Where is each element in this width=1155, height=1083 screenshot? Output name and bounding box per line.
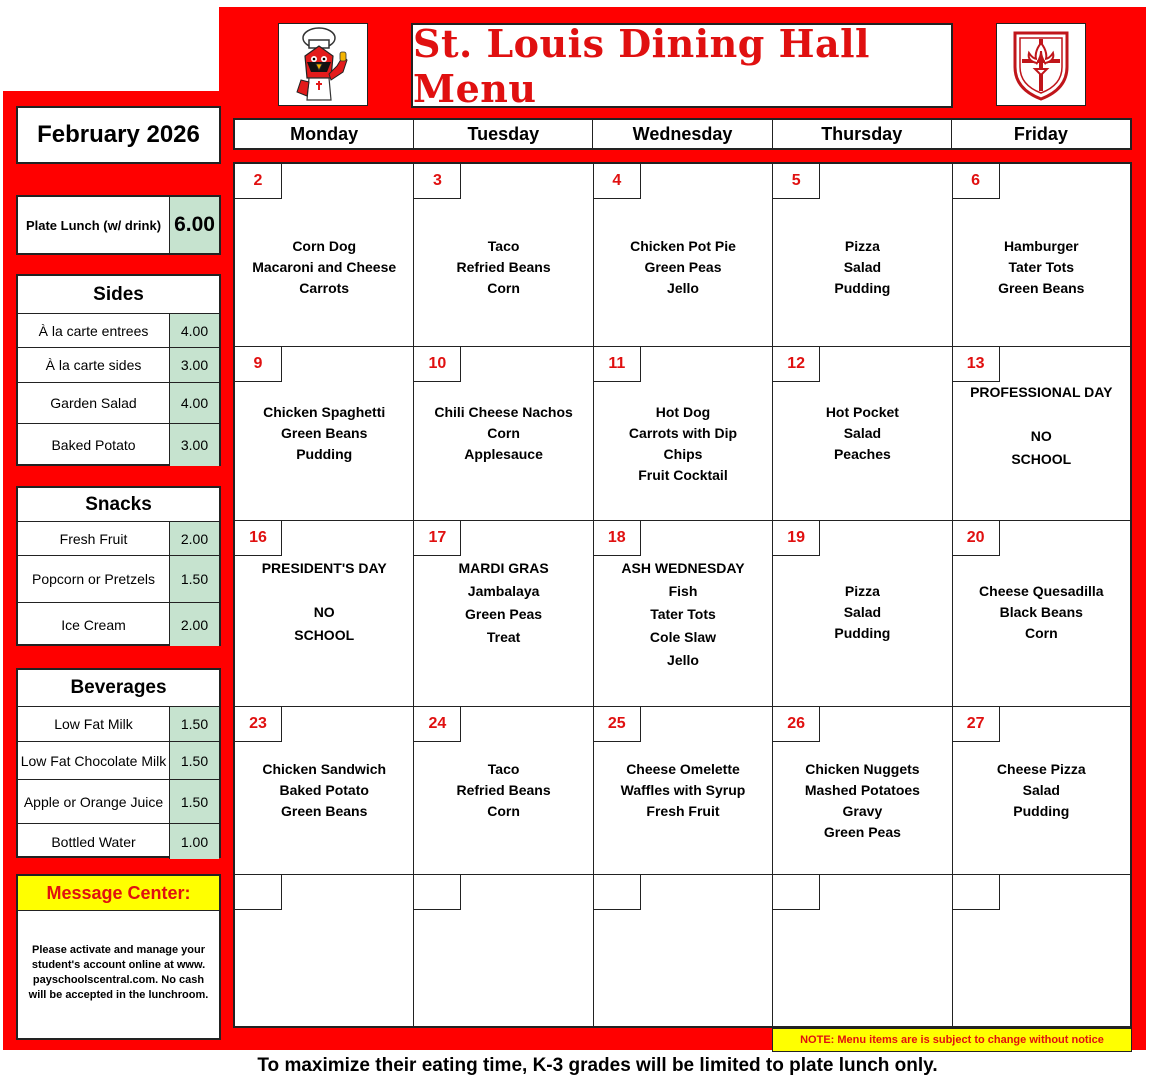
menu-line: Salad bbox=[1022, 782, 1060, 798]
beverages-item-price: 1.50 bbox=[170, 780, 219, 823]
menu-line: Peaches bbox=[833, 446, 891, 462]
calendar-day-cell bbox=[235, 164, 414, 347]
menu-line: Chicken Spaghetti bbox=[263, 404, 386, 420]
menu-items bbox=[773, 581, 951, 644]
menu-line: Fish bbox=[668, 583, 698, 599]
menu-items bbox=[953, 236, 1130, 299]
menu-line: Chicken Pot Pie bbox=[630, 238, 736, 254]
menu-line: Carrots with Dip bbox=[628, 425, 738, 441]
calendar-day-cell bbox=[953, 164, 1130, 347]
menu-items bbox=[414, 236, 592, 299]
snacks-row bbox=[18, 603, 219, 646]
calendar-day-cell bbox=[773, 347, 952, 521]
day-number bbox=[235, 875, 282, 910]
menu-line: SCHOOL bbox=[1011, 451, 1072, 467]
day-number: 17 bbox=[414, 521, 461, 556]
sides-item-price: 3.00 bbox=[170, 348, 219, 382]
menu-line: Fresh Fruit bbox=[646, 803, 720, 819]
sides-item-name: À la carte entrees bbox=[18, 314, 170, 347]
weekday-header-wednesday: Wednesday bbox=[593, 120, 772, 148]
menu-line: Jambalaya bbox=[467, 583, 540, 599]
menu-line: Corn bbox=[1024, 625, 1058, 641]
snacks-row bbox=[18, 522, 219, 556]
menu-items bbox=[414, 759, 592, 822]
day-number: 19 bbox=[773, 521, 820, 556]
calendar-day-cell bbox=[594, 875, 773, 1028]
calendar-day-cell bbox=[773, 707, 952, 875]
menu-items bbox=[414, 557, 592, 649]
menu-line: Carrots bbox=[299, 280, 350, 296]
day-number bbox=[414, 875, 461, 910]
day-number: 2 bbox=[235, 164, 282, 199]
sides-item-price: 3.00 bbox=[170, 424, 219, 466]
title-box bbox=[411, 20, 953, 111]
snacks-heading: Snacks bbox=[18, 488, 219, 522]
weekday-header-thursday: Thursday bbox=[773, 120, 952, 148]
day-number: 11 bbox=[594, 347, 641, 382]
calendar-day-cell bbox=[953, 347, 1130, 521]
menu-items bbox=[594, 402, 772, 486]
day-number: 5 bbox=[773, 164, 820, 199]
menu-items bbox=[235, 557, 413, 647]
calendar-day-cell bbox=[594, 707, 773, 875]
menu-items bbox=[235, 402, 413, 465]
day-number bbox=[594, 875, 641, 910]
menu-line: Green Beans bbox=[281, 803, 368, 819]
snacks-item-price: 2.00 bbox=[170, 603, 219, 646]
menu-line: PROFESSIONAL DAY bbox=[970, 384, 1113, 400]
menu-items bbox=[414, 402, 592, 465]
sides-item-name: Baked Potato bbox=[18, 424, 170, 466]
calendar-day-cell bbox=[235, 707, 414, 875]
menu-line: Black Beans bbox=[999, 604, 1083, 620]
menu-items bbox=[773, 236, 951, 299]
message-center-text: Please activate and manage your student's account online at www. payschoolscentral.com. No cash will be accepted in the lunchroom. bbox=[28, 944, 209, 1001]
day-number: 6 bbox=[953, 164, 1000, 199]
day-number: 4 bbox=[594, 164, 641, 199]
snacks-row bbox=[18, 556, 219, 603]
month-label: February 2026 bbox=[16, 106, 221, 164]
snacks-item-price: 2.00 bbox=[170, 522, 219, 555]
menu-line: Cole Slaw bbox=[649, 629, 717, 645]
sides-row bbox=[18, 314, 219, 348]
calendar-day-cell bbox=[594, 347, 773, 521]
menu-line: Pudding bbox=[1013, 803, 1070, 819]
change-notice: NOTE: Menu items are is subject to change without notice bbox=[772, 1028, 1132, 1052]
calendar-day-cell bbox=[414, 875, 593, 1028]
menu-line: Green Peas bbox=[644, 259, 722, 275]
day-number: 24 bbox=[414, 707, 461, 742]
snacks-table bbox=[16, 486, 221, 646]
beverages-row bbox=[18, 824, 219, 859]
day-number bbox=[773, 875, 820, 910]
snacks-item-name: Ice Cream bbox=[18, 603, 170, 646]
calendar-day-cell bbox=[414, 164, 593, 347]
calendar-day-cell bbox=[773, 875, 952, 1028]
menu-line: Chili Cheese Nachos bbox=[434, 404, 573, 420]
calendar-day-cell bbox=[414, 521, 593, 707]
menu-line: Chips bbox=[663, 446, 703, 462]
menu-line: Pudding bbox=[296, 446, 353, 462]
sides-heading: Sides bbox=[18, 276, 219, 314]
sides-table bbox=[16, 274, 221, 466]
cardinal-chef-mascot-icon bbox=[278, 23, 368, 106]
plate-lunch-price: 6.00 bbox=[170, 197, 219, 253]
menu-line: Treat bbox=[486, 629, 521, 645]
menu-items bbox=[235, 236, 413, 299]
menu-line: Taco bbox=[487, 761, 520, 777]
plate-lunch-label: Plate Lunch (w/ drink) bbox=[18, 197, 170, 253]
plate-lunch-box bbox=[16, 195, 221, 255]
weekday-header-row bbox=[233, 118, 1132, 150]
calendar-day-cell bbox=[773, 521, 952, 707]
menu-line: Green Peas bbox=[465, 606, 543, 622]
day-number: 9 bbox=[235, 347, 282, 382]
beverages-row bbox=[18, 780, 219, 824]
menu-items bbox=[235, 759, 413, 822]
menu-line: SCHOOL bbox=[294, 627, 355, 643]
menu-line bbox=[235, 580, 413, 601]
menu-items bbox=[773, 759, 951, 843]
beverages-item-name: Apple or Orange Juice bbox=[18, 780, 170, 823]
menu-items bbox=[594, 557, 772, 672]
menu-line: Hot Pocket bbox=[825, 404, 899, 420]
calendar-day-cell bbox=[235, 875, 414, 1028]
menu-line: Green Beans bbox=[998, 280, 1085, 296]
menu-line: Taco bbox=[487, 238, 520, 254]
menu-line: Waffles with Syrup bbox=[620, 782, 746, 798]
menu-line: Salad bbox=[843, 259, 882, 275]
page-title: St. Louis Dining Hall Menu bbox=[413, 20, 870, 111]
menu-items bbox=[594, 759, 772, 822]
menu-line: Cheese Quesadilla bbox=[979, 583, 1104, 599]
menu-items bbox=[953, 381, 1130, 471]
menu-items bbox=[953, 581, 1130, 644]
sides-row bbox=[18, 424, 219, 466]
calendar-day-cell bbox=[414, 707, 593, 875]
menu-line: Jello bbox=[667, 280, 699, 296]
day-number: 23 bbox=[235, 707, 282, 742]
calendar-day-cell bbox=[235, 347, 414, 521]
calendar-day-cell bbox=[235, 521, 414, 707]
day-number bbox=[953, 875, 1000, 910]
calendar-grid bbox=[233, 162, 1132, 1028]
message-center bbox=[16, 874, 221, 1040]
menu-line: MARDI GRAS bbox=[458, 560, 549, 576]
menu-line: NO bbox=[1030, 428, 1052, 444]
fleur-de-lis-crest-icon bbox=[996, 23, 1086, 106]
menu-items bbox=[773, 402, 951, 465]
sides-item-price: 4.00 bbox=[170, 383, 219, 423]
calendar-day-cell bbox=[414, 347, 593, 521]
calendar-day-cell bbox=[953, 875, 1130, 1028]
menu-line: Green Beans bbox=[281, 425, 368, 441]
menu-line: Corn bbox=[487, 803, 520, 819]
day-number: 13 bbox=[953, 347, 1000, 382]
menu-line: Fruit Cocktail bbox=[638, 467, 728, 483]
beverages-item-price: 1.00 bbox=[170, 824, 219, 859]
calendar-day-cell bbox=[773, 164, 952, 347]
day-number: 12 bbox=[773, 347, 820, 382]
day-number: 18 bbox=[594, 521, 641, 556]
menu-line: Cheese Omelette bbox=[626, 761, 740, 777]
menu-line: Cheese Pizza bbox=[996, 761, 1086, 777]
menu-line: Jello bbox=[667, 652, 699, 668]
menu-line: Chicken Nuggets bbox=[805, 761, 920, 777]
beverages-item-price: 1.50 bbox=[170, 707, 219, 741]
beverages-item-name: Low Fat Milk bbox=[18, 707, 170, 741]
snacks-item-price: 1.50 bbox=[170, 556, 219, 602]
menu-line: Refried Beans bbox=[456, 259, 551, 275]
menu-line: Macaroni and Cheese bbox=[252, 259, 397, 275]
menu-line: Pizza bbox=[844, 238, 880, 254]
menu-line: Corn Dog bbox=[292, 238, 357, 254]
beverages-item-name: Bottled Water bbox=[18, 824, 170, 859]
day-number: 3 bbox=[414, 164, 461, 199]
menu-line: Refried Beans bbox=[456, 782, 551, 798]
sides-row bbox=[18, 348, 219, 383]
message-center-title: Message Center: bbox=[18, 876, 219, 911]
menu-line: Gravy bbox=[842, 803, 883, 819]
menu-line: ASH WEDNESDAY bbox=[621, 560, 745, 576]
day-number: 10 bbox=[414, 347, 461, 382]
menu-line: NO bbox=[313, 604, 335, 620]
menu-line: Applesauce bbox=[464, 446, 543, 462]
menu-items bbox=[594, 236, 772, 299]
menu-line: Tater Tots bbox=[650, 606, 716, 622]
calendar-day-cell bbox=[953, 521, 1130, 707]
menu-line: Salad bbox=[843, 604, 882, 620]
menu-line bbox=[953, 404, 1130, 425]
calendar-day-cell bbox=[594, 521, 773, 707]
beverages-table bbox=[16, 668, 221, 858]
sides-item-name: Garden Salad bbox=[18, 383, 170, 423]
weekday-header-monday: Monday bbox=[235, 120, 414, 148]
menu-line: Green Peas bbox=[823, 824, 901, 840]
beverages-item-name: Low Fat Chocolate Milk bbox=[18, 742, 170, 779]
menu-line: Pizza bbox=[844, 583, 880, 599]
beverages-item-price: 1.50 bbox=[170, 742, 219, 779]
beverages-row bbox=[18, 707, 219, 742]
menu-line: Mashed Potatoes bbox=[804, 782, 920, 798]
day-number: 16 bbox=[235, 521, 282, 556]
menu-line: Chicken Sandwich bbox=[262, 761, 387, 777]
beverages-row bbox=[18, 742, 219, 780]
sides-row bbox=[18, 383, 219, 424]
menu-line: Corn bbox=[487, 280, 520, 296]
menu-line: PRESIDENT'S DAY bbox=[261, 560, 387, 576]
day-number: 25 bbox=[594, 707, 641, 742]
menu-line: Baked Potato bbox=[279, 782, 369, 798]
calendar-day-cell bbox=[594, 164, 773, 347]
menu-line: Pudding bbox=[834, 625, 891, 641]
menu-items bbox=[953, 759, 1130, 822]
sides-item-price: 4.00 bbox=[170, 314, 219, 347]
menu-line: Pudding bbox=[834, 280, 891, 296]
menu-line: Tater Tots bbox=[1008, 259, 1075, 275]
menu-line: Corn bbox=[487, 425, 520, 441]
snacks-item-name: Popcorn or Pretzels bbox=[18, 556, 170, 602]
beverages-heading: Beverages bbox=[18, 670, 219, 707]
day-number: 20 bbox=[953, 521, 1000, 556]
sides-item-name: À la carte sides bbox=[18, 348, 170, 382]
footer-notice: To maximize their eating time, K-3 grades will be limited to plate lunch only. bbox=[257, 1055, 938, 1076]
day-number: 26 bbox=[773, 707, 820, 742]
weekday-header-tuesday: Tuesday bbox=[414, 120, 593, 148]
menu-line: Hot Dog bbox=[655, 404, 711, 420]
calendar-day-cell bbox=[953, 707, 1130, 875]
day-number: 27 bbox=[953, 707, 1000, 742]
snacks-item-name: Fresh Fruit bbox=[18, 522, 170, 555]
menu-line: Salad bbox=[843, 425, 882, 441]
weekday-header-friday: Friday bbox=[1013, 123, 1068, 144]
menu-line: Hamburger bbox=[1003, 238, 1079, 254]
